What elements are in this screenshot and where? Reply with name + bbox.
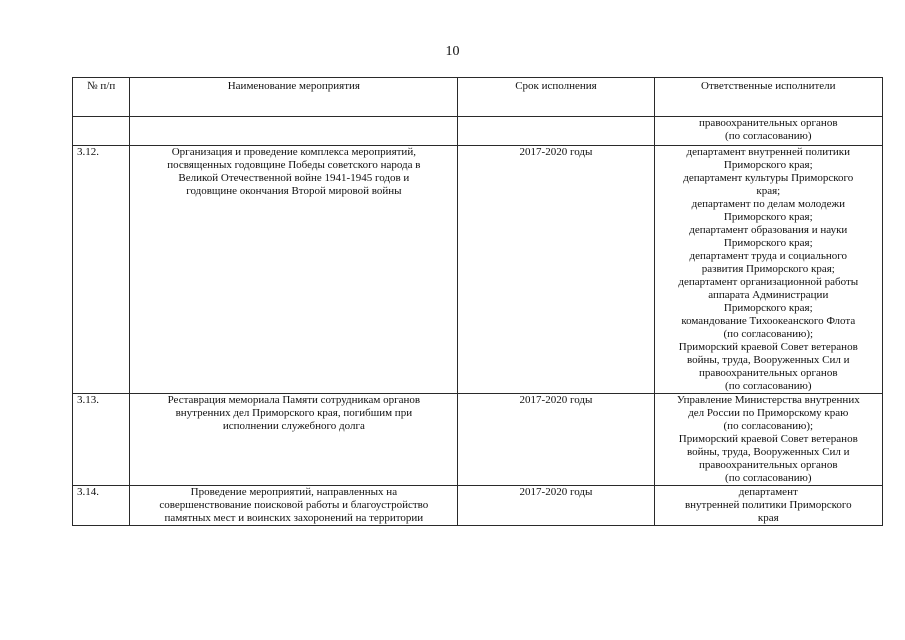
executor-line: департамент образования и науки — [689, 224, 848, 236]
executor-line: департамент — [738, 486, 798, 498]
continuation-number — [73, 117, 130, 146]
executor-line: департамент по делам молодежи — [691, 198, 845, 210]
event-name-line: памятных мест и воинских захоронений на территории — [164, 512, 424, 524]
header-number: № п/п — [73, 78, 130, 117]
row-event-name — [130, 486, 458, 526]
header-executors: Ответственные исполнители — [654, 78, 882, 117]
executor-line: Приморского края; — [723, 159, 813, 171]
header-event-name: Наименование мероприятия — [130, 78, 458, 117]
row-number: 3.13. — [73, 394, 130, 486]
executor-line: (по согласованию) — [725, 472, 812, 484]
executor-line: Приморского края; — [723, 302, 813, 314]
row-executors — [654, 486, 882, 526]
executor-line: правоохранительных органов — [699, 459, 838, 471]
executor-line: (по согласованию); — [723, 328, 814, 340]
row-number: 3.14. — [73, 486, 130, 526]
executor-line: войны, труда, Вооруженных Сил и — [687, 446, 850, 458]
continuation-term — [458, 117, 654, 146]
executor-line: края — [757, 512, 779, 524]
executor-line: Приморского края; — [723, 237, 813, 249]
executor-line: командование Тихоокеанского Флота — [681, 315, 856, 327]
table-row-3-14 — [73, 486, 883, 526]
executor-line: департамент культуры Приморского — [683, 172, 854, 184]
events-table — [72, 77, 883, 526]
table-header-row — [73, 78, 883, 117]
row-deadline: 2017-2020 годы — [458, 146, 654, 394]
row-executors — [654, 394, 882, 486]
header-deadline: Срок исполнения — [458, 78, 654, 117]
event-name-line: Организация и проведение комплекса мероприятий, — [171, 146, 416, 158]
executor-line: правоохранительных органов — [699, 367, 838, 379]
row-executors — [654, 146, 882, 394]
executor-line: правоохранительных органов — [699, 117, 838, 129]
page-number: 10 — [445, 44, 460, 59]
table-row-3-12 — [73, 146, 883, 394]
executor-line: аппарата Администрации — [708, 289, 829, 301]
event-name-line: Проведение мероприятий, направленных на — [190, 486, 398, 498]
executor-line: развития Приморского края; — [701, 263, 835, 275]
executor-line: (по согласованию) — [725, 130, 812, 142]
row-event-name — [130, 146, 458, 394]
executor-line: войны, труда, Вооруженных Сил и — [687, 354, 850, 366]
executor-line: внутренней политики Приморского — [684, 499, 852, 511]
executor-line: (по согласованию) — [725, 380, 812, 392]
executor-line: Приморский краевой Совет ветеранов — [678, 341, 858, 353]
executor-line: Управление Министерства внутренних — [676, 394, 860, 406]
executor-line: дел России по Приморскому краю — [688, 407, 849, 419]
event-name-line: исполнении служебного долга — [222, 420, 365, 432]
continuation-name — [130, 117, 458, 146]
executor-line: департамент труда и социального — [689, 250, 847, 262]
row-number: 3.12. — [73, 146, 130, 394]
event-name-line: совершенствование поисковой работы и благоустройство — [159, 499, 429, 511]
row-deadline: 2017-2020 годы — [458, 486, 654, 526]
event-name-line: внутренних дел Приморского края, погибшим при — [175, 407, 413, 419]
executor-line: Приморский краевой Совет ветеранов — [678, 433, 858, 445]
executor-line: департамент организационной работы — [678, 276, 859, 288]
row-deadline: 2017-2020 годы — [458, 394, 654, 486]
event-name-line: Реставрация мемориала Памяти сотрудникам органов — [167, 394, 421, 406]
continuation-row — [73, 117, 883, 146]
event-name-line: посвященных годовщине Победы советского народа в — [167, 159, 421, 171]
continuation-executors — [654, 117, 882, 146]
table-row-3-13 — [73, 394, 883, 486]
executor-line: (по согласованию); — [723, 420, 814, 432]
executor-line: департамент внутренней политики — [686, 146, 850, 158]
executor-line: Приморского края; — [723, 211, 813, 223]
row-event-name — [130, 394, 458, 486]
executor-line: края; — [756, 185, 781, 197]
event-name-line: Великой Отечественной войне 1941-1945 годов и — [178, 172, 410, 184]
event-name-line: годовщине окончания Второй мировой войны — [186, 185, 402, 197]
